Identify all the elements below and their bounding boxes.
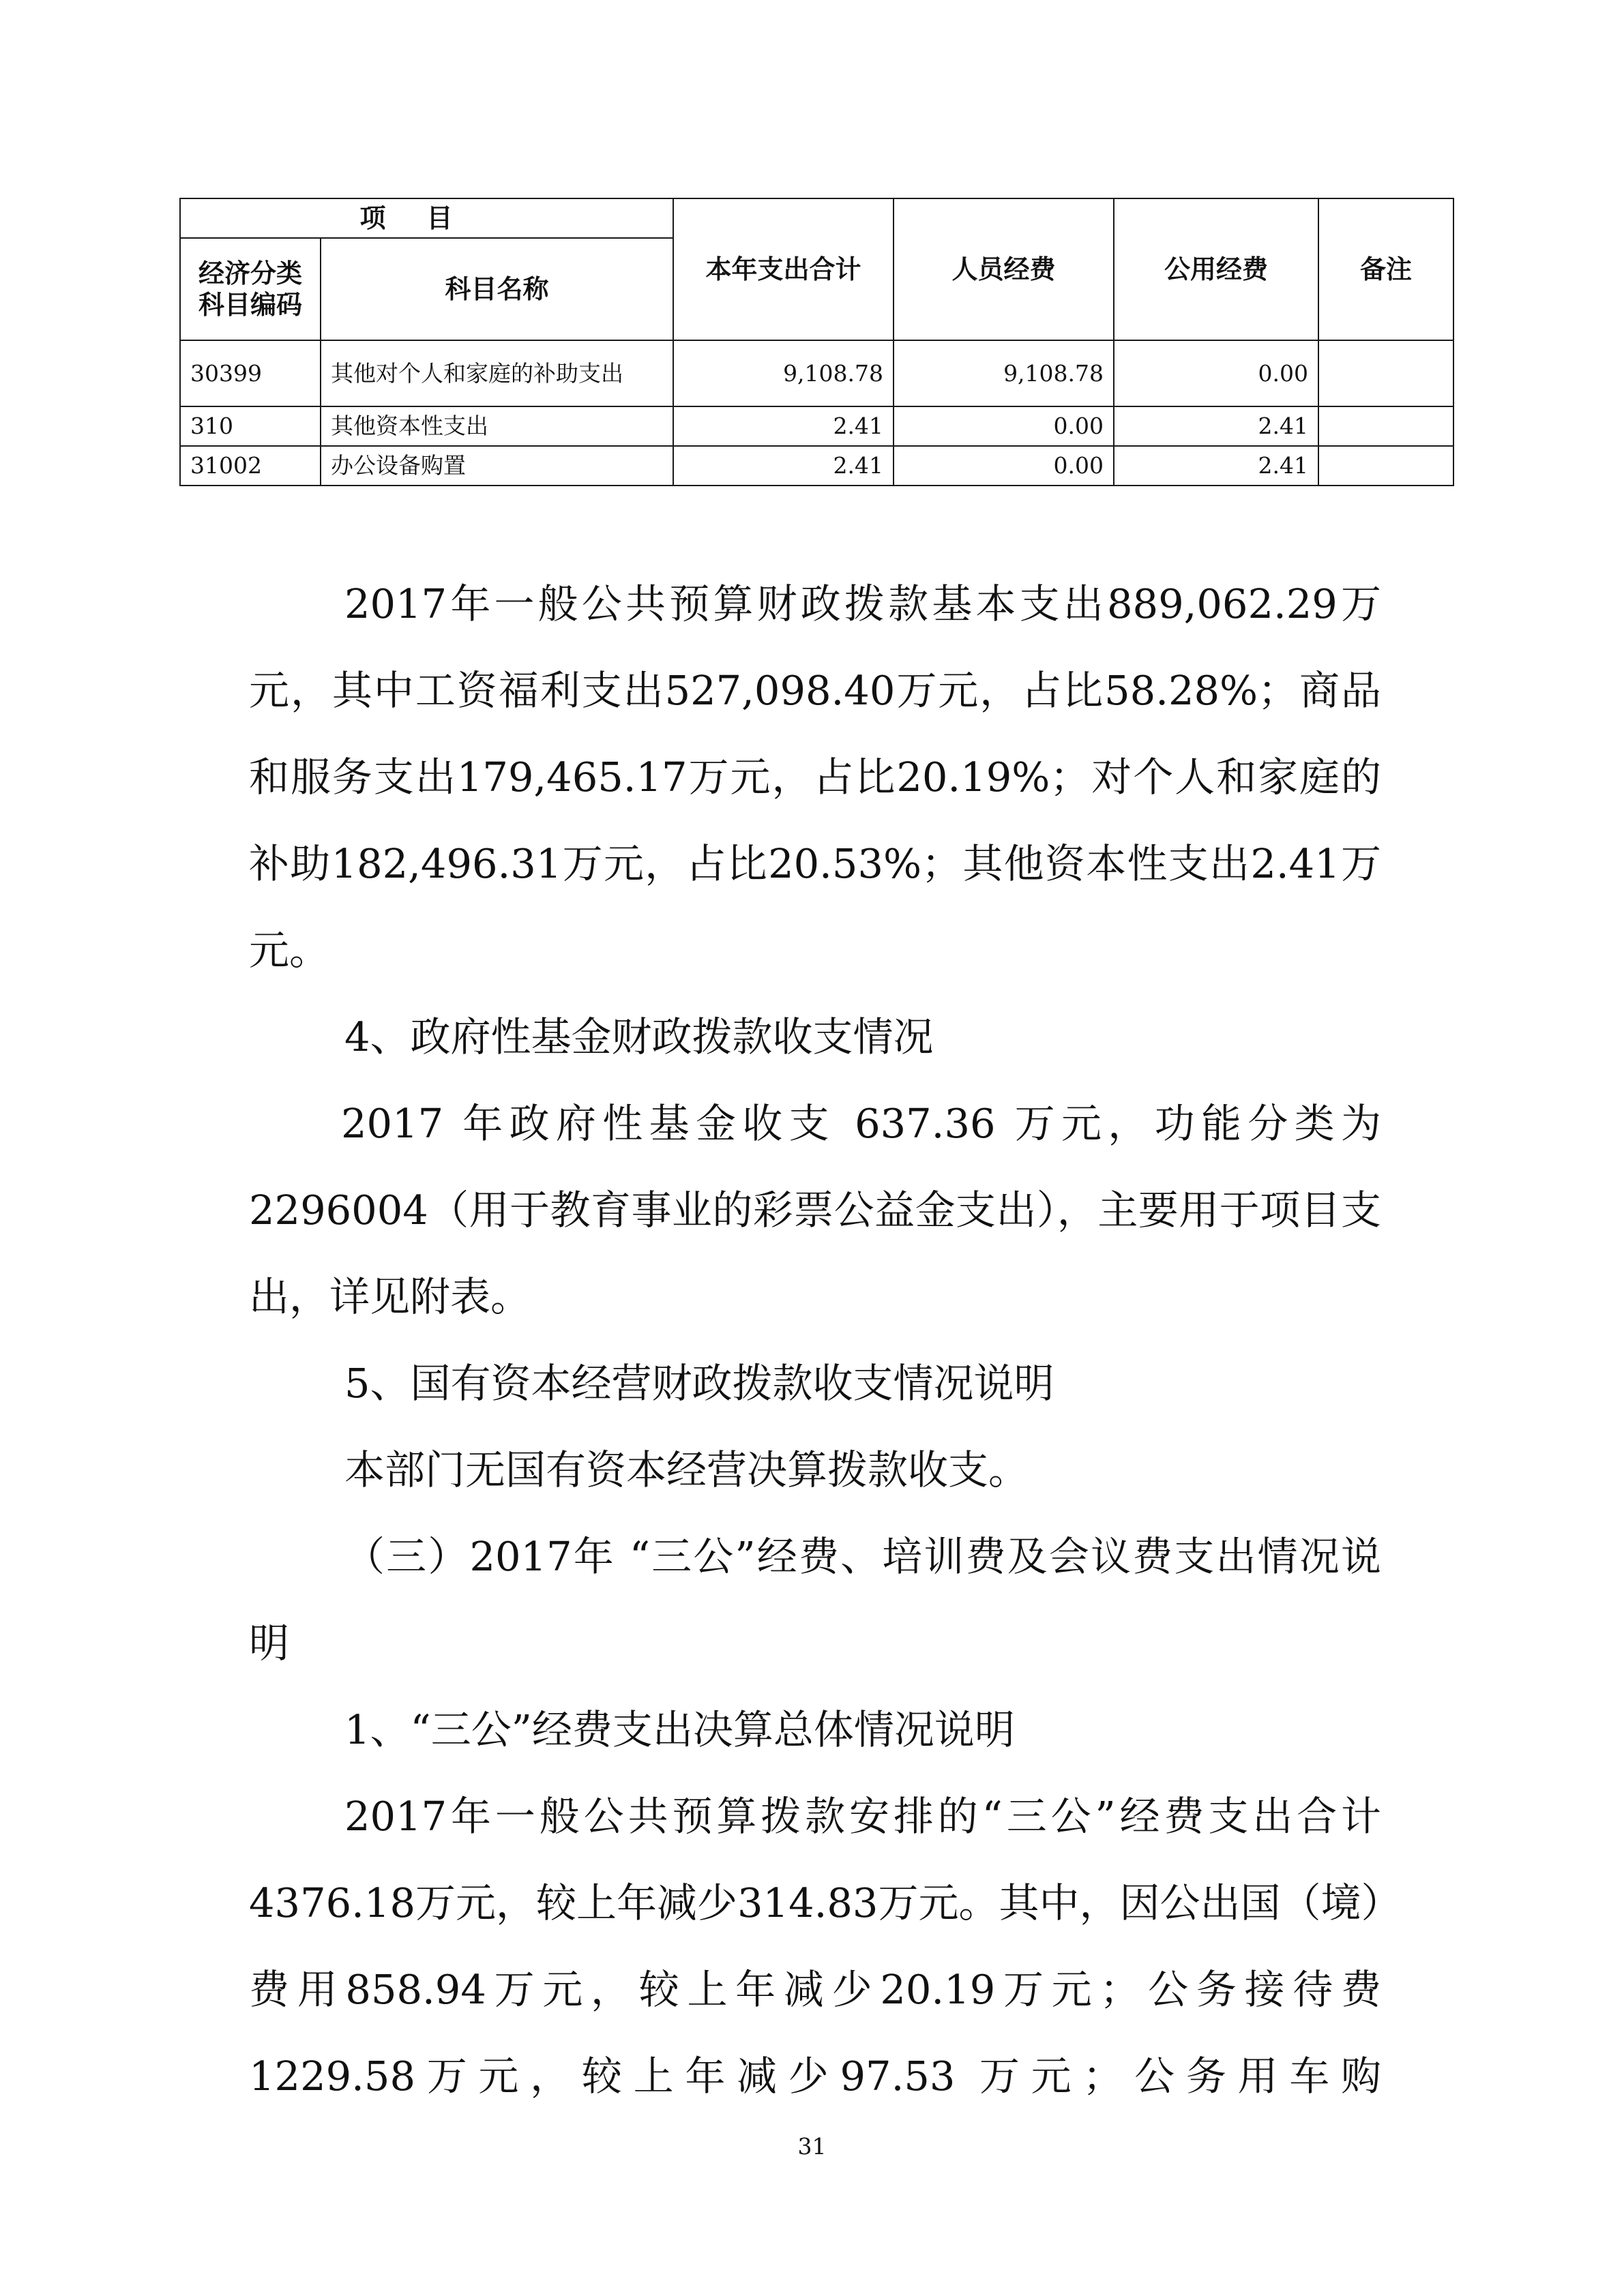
header-personnel: 人员经费: [894, 198, 1114, 340]
header-total: 本年支出合计: [673, 198, 894, 340]
heading-three-public-overall: 1、“三公”经费支出决算总体情况说明: [344, 1706, 1015, 1753]
cell-code: 31002: [180, 446, 321, 486]
header-note: 备注: [1318, 198, 1453, 340]
paragraph-gov-fund: 2017 年政府性基金收支 637.36 万元，功能分类为2296004（用于教育事业的彩票公益金支出），主要用于项目支出，详见附表。: [249, 1100, 1381, 1320]
paragraph-state-capital: 本部门无国有资本经营决算拨款收支。: [344, 1446, 1029, 1493]
cell-personnel: 0.00: [894, 406, 1114, 446]
header-project: 项目: [180, 198, 673, 238]
cell-name: 其他对个人和家庭的补助支出: [321, 340, 673, 406]
cell-personnel: 0.00: [894, 446, 1114, 486]
table-row: [180, 446, 1453, 486]
header-public: 公用经费: [1114, 198, 1318, 340]
heading-three-public: （三）2017年 “三公”经费、培训费及会议费支出情况说明: [249, 1533, 1381, 1667]
page-number: 31: [797, 2133, 827, 2160]
heading-state-capital: 5、国有资本经营财政拨款收支情况说明: [344, 1360, 1054, 1407]
cell-note: [1318, 446, 1453, 486]
cell-code: 310: [180, 406, 321, 446]
cell-total: 9,108.78: [673, 340, 894, 406]
cell-total: 2.41: [673, 406, 894, 446]
table-row: [180, 340, 1453, 406]
cell-public: 2.41: [1114, 446, 1318, 486]
cell-name: 办公设备购置: [321, 446, 673, 486]
cell-note: [1318, 406, 1453, 446]
cell-public: 2.41: [1114, 406, 1318, 446]
header-name: 科目名称: [321, 238, 673, 340]
cell-note: [1318, 340, 1453, 406]
heading-gov-fund: 4、政府性基金财政拨款收支情况: [344, 1013, 934, 1060]
header-code: 经济分类科目编码: [180, 238, 321, 340]
body-text: [249, 561, 1381, 2119]
cell-code: 30399: [180, 340, 321, 406]
cell-total: 2.41: [673, 446, 894, 486]
cell-name: 其他资本性支出: [321, 406, 673, 446]
cell-public: 0.00: [1114, 340, 1318, 406]
cell-personnel: 9,108.78: [894, 340, 1114, 406]
expenditure-table: [179, 198, 1454, 486]
table-row: [180, 406, 1453, 446]
paragraph-basic-expenditure: 2017年一般公共预算财政拨款基本支出889,062.29万元，其中工资福利支出527,098.40万元，占比58.28%；商品和服务支出179,465.17万元，占比20.19%；对个人和家庭的补助182,496.31万元，占比20.53%；其他资本性支出2.41万元。: [249, 580, 1381, 974]
paragraph-three-public: 2017年一般公共预算拨款安排的“三公”经费支出合计4376.18万元，较上年减少314.83万元。其中，因公出国（境）费用858.94万元，较上年减少20.19万元；公务接待费1229.58万元，较上年减少97.53 万元；公务用车购: [249, 1793, 1381, 2100]
